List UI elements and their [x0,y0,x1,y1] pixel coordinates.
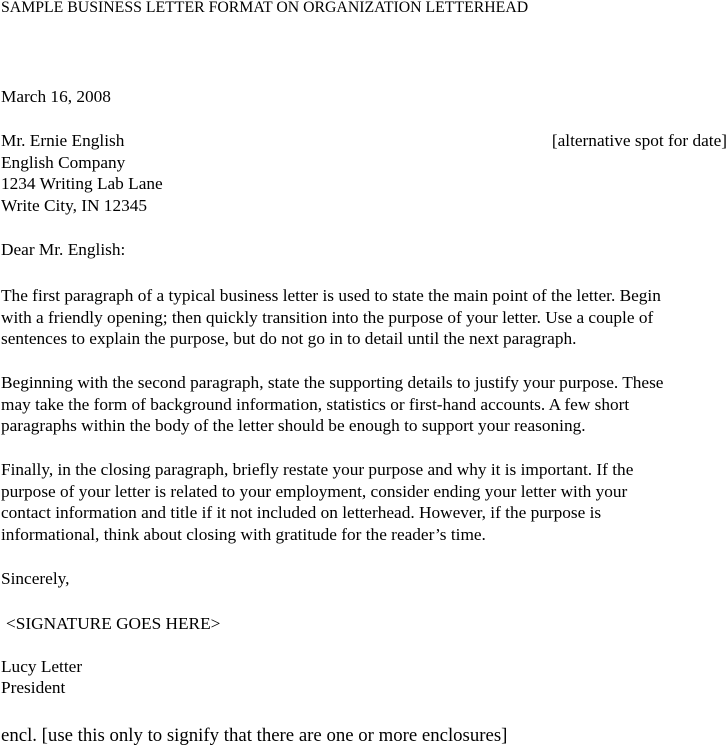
complimentary-closing: Sincerely, [1,569,70,588]
paragraph-line: Finally, in the closing paragraph, briefly restate your purpose and why it is important. If the [1,460,634,479]
salutation: Dear Mr. English: [1,240,126,259]
letterhead-title: SAMPLE BUSINESS LETTER FORMAT ON ORGANIZATION LETTERHEAD [1,0,529,16]
paragraph-line: may take the form of background information, statistics or first-hand accounts. A few short [1,394,630,414]
body-paragraph-3 [1,459,725,545]
signature-placeholder: <SIGNATURE GOES HERE> [6,614,221,633]
paragraph-line: sentences to explain the purpose, but do not go in to detail until the next paragraph. [1,329,577,348]
recipient-street: 1234 Writing Lab Lane [1,174,163,193]
recipient-company: English Company [1,153,126,172]
signer-name: Lucy Letter [1,657,83,676]
signer-title: President [1,678,66,697]
paragraph-line: Beginning with the second paragraph, state the supporting details to justify your purpose. These [1,373,664,392]
paragraph-line: The first paragraph of a typical business letter is used to state the main point of the letter. Begin [1,286,661,305]
paragraph-line: paragraphs within the body of the letter should be enough to support your reasoning. [1,416,586,435]
body-paragraph-2 [1,372,725,437]
recipient-name: Mr. Ernie English [1,131,125,150]
body-paragraph-1 [1,285,725,350]
alternative-date-note: [alternative spot for date] [551,131,727,150]
letter-date: March 16, 2008 [1,87,111,106]
paragraph-line: with a friendly opening; then quickly transition into the purpose of your letter. Use a couple of [1,307,654,327]
recipient-city: Write City, IN 12345 [1,196,148,215]
paragraph-line: contact information and title if it not included on letterhead. However, if the purpose is [1,503,602,522]
paragraph-line: purpose of your letter is related to your employment, consider ending your letter with your [1,481,628,501]
paragraph-line: informational, think about closing with gratitude for the reader’s time. [1,524,486,544]
enclosure-note: encl. [use this only to signify that there are one or more enclosures] [1,725,508,746]
